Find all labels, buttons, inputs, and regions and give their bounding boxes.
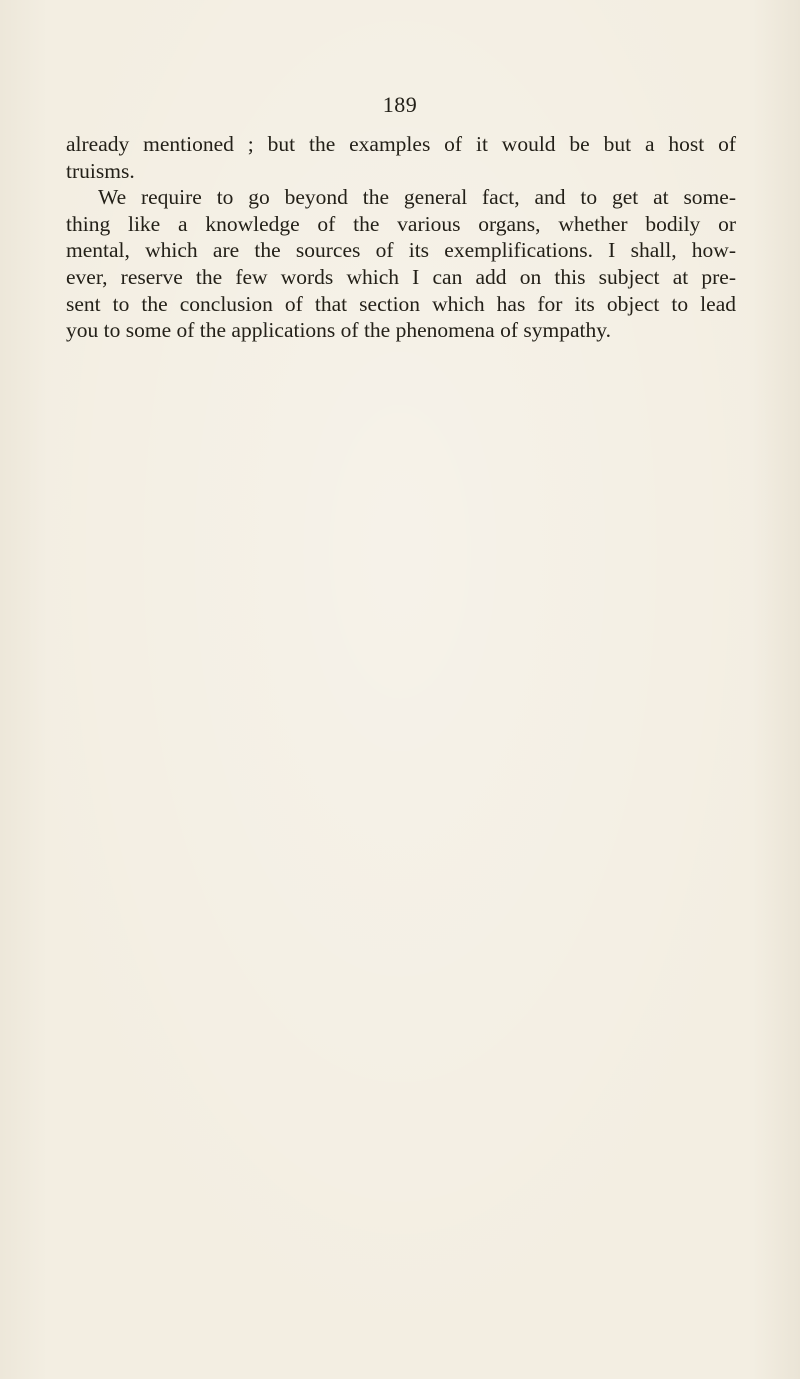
paragraph-2 [66,184,736,344]
text-line: thing like a knowledge of the various organs, whether bodily or [66,211,736,236]
body-text [66,131,736,344]
text-line: We require to go beyond the general fact, and to get at some- [98,185,736,210]
page-number: 189 [382,92,418,117]
text-line: ever, reserve the few words which I can add on this subject at pre- [66,264,736,289]
paragraph-1 [66,131,736,184]
text-line: you to some of the applications of the phenomena of sympathy. [66,318,611,343]
text-line: sent to the conclusion of that section which has for its object to lead [66,291,736,316]
text-line: already mentioned ; but the examples of it would be but a host of [66,132,736,156]
text-line: truisms. [66,158,135,183]
text-line: mental, which are the sources of its exemplifications. I shall, how- [66,238,736,263]
